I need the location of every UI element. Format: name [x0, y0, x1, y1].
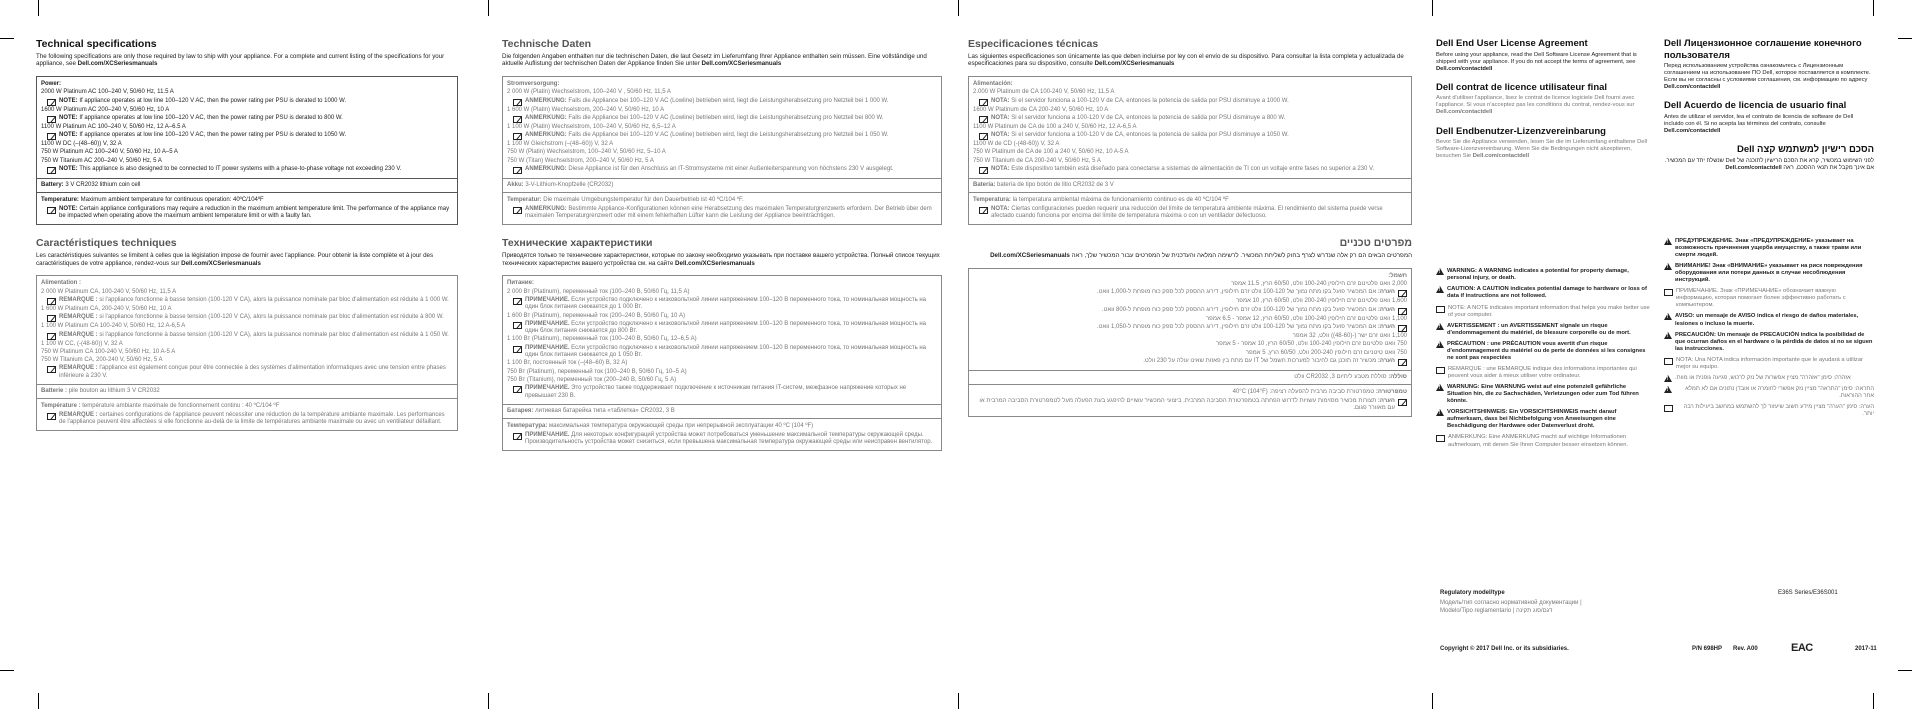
eula-body: Bevor Sie die Appliance verwenden, lesen Sie die im Lieferumfang enthaltene Dell Software-Lizenzvereinbarung. Wenn Sie die Bedingungen nicht akzeptieren, besuchen Sie Dell.com/contactdell [1436, 139, 1648, 160]
safety-notice: ПРИМЕЧАНИЕ. Знак «ПРИМЕЧАНИЕ» обозначает важную информацию, которая помогает более эффективно работать с компьютером. [1664, 288, 1874, 309]
power-label: Power: [41, 80, 62, 87]
eula-title: Dell Endbenutzer-Lizenzvereinbarung [1436, 125, 1606, 137]
power-spec-line: 2 000 Вт (Platinum), переменный ток (100–240 В, 50/60 Гц, 11,5 А) [507, 288, 690, 295]
caution-icon [1664, 386, 1672, 393]
caution-icon [1664, 332, 1672, 339]
power-spec-line: 1100 W Platinum AC 100–240 V, 50/60 Hz, 12 A–6.5 A [41, 123, 186, 130]
note-icon [1398, 359, 1407, 366]
power-spec-line: 750 W Platinum AC 100–240 V, 50/60 Hz, 10 A–5 A [41, 149, 178, 156]
power-note: NOTE: If appliance operates at low line 100–120 V AC, then the power rating per PSU is derated to 1000 W. [47, 98, 453, 106]
manuals-link[interactable]: Dell.com/XCSeriesmanuals [675, 259, 755, 267]
temperature-note: NOTA: Ciertas configuraciones pueden requerir una reducción del límite de temperatura ambiente máxima. El rendimiento del sistema puede verse afectado cuando funciona por encima del límite de temperatura máxima o con un ventilador defectuoso. [979, 206, 1407, 221]
battery-row: סוללה: סוללת מטבע ליתיום CR2032 ,3 וולט [969, 371, 1411, 385]
note-icon [513, 322, 522, 329]
contact-link[interactable]: Dell.com/contactdell [1664, 128, 1721, 135]
power-note: ANMERKUNG: Falls die Appliance bei 100–120 V AC (Lowline) betrieben wird, liegt die Leistungsherabsetzung pro Netzteil bei 1 050 W. [513, 132, 937, 140]
power-spec-line: 750 Вт (Titanium), переменный ток (200–240 В, 50/60 Гц, 5 А) [507, 377, 677, 384]
power-label: Stromversorgung: [507, 80, 560, 87]
crop-mark [488, 693, 489, 709]
battery-row: Akku: 3-V-Lithium-Knopfzelle (CR2032) [503, 179, 941, 193]
power-row [503, 276, 941, 405]
manuals-link[interactable]: Dell.com/XCSeriesmanuals [1094, 60, 1175, 68]
note-icon [513, 346, 522, 353]
crop-mark [1873, 0, 1874, 16]
power-spec-line: 750 W Platinum de CA de 100 a 240 V, 50/60 Hz, 10 A-5 A [973, 149, 1129, 156]
note-icon [47, 167, 56, 174]
note-icon [47, 413, 56, 420]
power-list [507, 89, 937, 174]
spec-table [36, 275, 458, 431]
manuals-link[interactable]: Dell.com/XCSeriesmanuals [77, 60, 158, 68]
power-note: REMARQUE : l'appliance est également conçue pour être connectée à des systèmes d'alimentation informatiques avec une tension entre phases inférieure à 230 V. [47, 365, 453, 380]
eula-body: Перед использованием устройства ознакомьтесь с Лицензионным соглашением на использование ПО Dell, которое поставляется в комплекте. Если вы не согласны с условиями соглашения, см. информацию по адресу Dell.com/contactdell [1664, 63, 1871, 91]
safety-notice: ! PRÉCAUTION : une PRÉCAUTION vous avertit d'un risque d'endommagement du matériel ou de perte de données si les consignes ne sont pas respectées [1436, 341, 1652, 362]
power-row [969, 77, 1411, 179]
temperature-note: הערה: תצורות מכשיר מסוימות עשויות לדרוש הפחתה בטמפרטורת הסביבה המרבית. ביצועי המכשיר עשויים להיפגע בעת הפעלה מעל לטמפרטורת הסביבה המרבית או עם מאוורר פגום. [979, 398, 1407, 413]
power-spec-line: 2000 W Platinum AC 100–240 V, 50/60 Hz, 11.5 A [41, 89, 174, 96]
column-en-fr [36, 38, 458, 443]
power-note: ANMERKUNG: Diese Appliance ist für den Anschluss an IT-Stromsysteme mit einer Außenleiterspannung von höchstens 230 V ausgelegt. [513, 166, 937, 174]
revision: Rev. A00 [1733, 646, 1758, 652]
power-spec-line: 750 W Platinum CA 100-240 V, 50/60 Hz, 10 A-5 A [41, 348, 176, 355]
power-spec-line: 1,100 וואט פלטינום זרם חילופין 100-240 וולט, 60/50 הרץ, 12 אמפר - 6.5 אמפר [1205, 315, 1407, 322]
power-spec-line: 750 Вт (Platinum), переменный ток (100–240 В, 50/60 Гц, 10–5 А) [507, 368, 687, 375]
crop-mark [1432, 693, 1433, 709]
warning-icon [1436, 384, 1444, 391]
power-row [37, 276, 457, 385]
warning-icon [1664, 238, 1672, 245]
caution-icon [1436, 286, 1444, 293]
power-list [41, 289, 453, 381]
crop-mark [958, 693, 959, 709]
power-spec-line: 1,100 וואט זרם ישר (-(48-60)) וולט, 32 אמפר [1292, 332, 1407, 339]
eula-body: לפני השימוש במכשיר, קרא את הסכם הרישיון לתוכנה של Dell שנשלח יחד עם המכשיר. אם אינך מקבל את תנאי ההסכם, ראה Dell.com/contactdell [1664, 157, 1874, 171]
eula-body: Avant d'utiliser l'appliance, lisez le contrat de licence logiciele Dell fourni avec l'appliance. Si vous n'acceptez pas les conditions du contrat, rendez-vous sur Dell.com/contactdell [1436, 95, 1635, 116]
eula-title: Dell Acuerdo de licencia de usuario final [1664, 100, 1847, 112]
note-icon [1436, 306, 1445, 313]
power-list [973, 89, 1407, 174]
column-es-he [968, 38, 1412, 429]
spec-section-he [968, 237, 1412, 417]
note-icon [1398, 308, 1407, 315]
note-icon [47, 333, 56, 340]
eula-body: Before using your appliance, read the Dell Software License Agreement that is shipped with your appliance. If you do not accept the terms of agreement, see Dell.com/contactdell [1436, 51, 1637, 72]
spec-section-fr [36, 237, 458, 431]
regulatory-block [1440, 590, 1870, 615]
caution-icon [1664, 263, 1672, 270]
power-spec-line: 2,000 וואט פלטינום זרם חילופין 100-240 וולט, 60/50 הרץ, 11.5 אמפר [1231, 281, 1407, 288]
warning-icon [1436, 268, 1444, 275]
crop-mark [1898, 38, 1912, 39]
section-intro: The following specifications are only those required by law to ship with your appliance. For a complete and current listing of the specifications for your appliance, see Dell.com/XCSeriesmanuals [36, 52, 445, 68]
manuals-link[interactable]: Dell.com/XCSeriesmanuals [990, 252, 1070, 260]
eula-block [1436, 82, 1652, 117]
caution-icon [1436, 341, 1444, 348]
power-note: NOTA: Este dispositivo también está diseñado para conectarse a sistemas de alimentación de TI con un voltaje entre fases no superior a 230 V. [979, 166, 1407, 174]
power-note: NOTE: If appliance operates at low line 100–120 V AC, then the power rating per PSU is derated to 800 W. [47, 115, 453, 123]
section-title: Technical specifications [36, 38, 157, 50]
safety-notice: NOTE: A NOTE indicates important information that helps you make better use of your computer. [1436, 305, 1652, 319]
power-spec-line: 1 100 Вт (Platinum), переменный ток (100–240 В, 50/60 Гц, 12–6,5 А) [507, 336, 697, 343]
note-icon [513, 207, 522, 214]
warning-icon [1664, 313, 1672, 320]
power-spec-line: 1100 W DC (–(48–60)) V, 32 A [41, 141, 122, 148]
warning-icon [1436, 323, 1444, 330]
safety-notice: ! CAUTION: A CAUTION indicates potential damage to hardware or loss of data if instructions are not followed. [1436, 286, 1652, 300]
safety-notice: ! WARNING: A WARNING indicates a potential for property damage, personal injury, or death. [1436, 268, 1652, 282]
section-intro: Las siguientes especificaciones son únicamente las que deben incluirse por ley con el envío de su dispositivo. Para consultar la lista completa y actualizada de especificaciones para su dispositivo, consulte Dell.com/XCSeriesmanuals [968, 52, 1404, 68]
contact-link[interactable]: Dell.com/contactdell [1436, 109, 1493, 116]
eula-title: Dell Лицензионное соглашение конечного пользователя [1664, 38, 1862, 61]
note-icon [979, 116, 988, 123]
power-spec-line: 750 וואט פלטינום זרם חילופין 100-240 וולט, 60/50 הרץ, 10 אמפר - 5 אמפר [1215, 341, 1407, 348]
note-icon [513, 386, 522, 393]
spec-section-en [36, 38, 458, 225]
safety-notice: ! ВНИМАНИЕ! Знак «ВНИМАНИЕ» указывает на риск повреждения оборудования или потери данных в случае несоблюдения инструкций. [1664, 263, 1874, 284]
note-icon [979, 99, 988, 106]
temperature-row: טמפרטורה: טמפרטורת סביבה מרבית להפעלה רציפה: 40°C (104°F) הערה: תצורות מכשיר מסוימות עשויות לדרוש הפחתה בטמפרטורת הסביבה המרבית. ביצועי המכשיר עשויים להיפגע בעת הפעלה מעל לטמפרטורת הסביבה המרבית או עם מאוורר פגום. [979, 389, 1407, 411]
eula-title: Dell contrat de licence utilisateur final [1436, 81, 1608, 93]
spec-table [968, 76, 1412, 225]
safety-notice: ! AVERTISSEMENT : un AVERTISSEMENT signale un risque d'endommagement du matériel, de blessure corporelle ou de mort. [1436, 323, 1652, 337]
note-icon [47, 366, 56, 373]
power-note: NOTE: If appliance operates at low line 100–120 V AC, then the power rating per PSU is derated to 1050 W. [47, 132, 453, 140]
note-icon [47, 116, 56, 123]
note-icon [1664, 358, 1673, 365]
section-title: Технические характеристики [502, 237, 653, 250]
safety-notice: ! AVISO: un mensaje de AVISO indica el riesgo de daños materiales, lesiones o incluso la muerte. [1664, 313, 1874, 327]
power-note: הערה: מכשיר זה תוכנן גם לחיבור למערכות חשמל של IT עם מתח בין פאזות שאינו עולה על 230 וולט. [979, 358, 1407, 366]
warning-list [1664, 238, 1874, 418]
note-icon [979, 207, 988, 214]
power-label: Alimentación: [973, 80, 1013, 87]
power-spec-line: 1100 W Platinum de CA de 100 a 240 V, 50/60 Hz, 12 A-6,5 A [973, 123, 1137, 130]
copyright: Copyright © 2017 Dell Inc. or its subsidiaries. [1440, 646, 1569, 652]
power-note: NOTA: Si el servidor funciona a 100-120 V de CA, entonces la potencia de salida por PSU disminuye a 800 W. [979, 115, 1407, 123]
crop-mark [0, 670, 14, 671]
contact-link[interactable]: Dell.com/contactdell [1664, 84, 1721, 91]
power-note: REMARQUE : si l'appliance fonctionne à basse tension (100-120 V CA), alors la puissance nominale par bloc d'alimentation est réduite à 1 000 W. [47, 297, 453, 305]
safety-notice: ! WARNUNG: Eine WARNUNG weist auf eine potenziell gefährliche Situation hin, die zu Sachschäden, Verletzungen oder zum Tod führen könnte. [1436, 384, 1652, 405]
note-icon [513, 167, 522, 174]
note-icon [1398, 325, 1407, 332]
power-note: REMARQUE : si l'appliance fonctionne à basse tension (100-120 V CA), alors la puissance nominale par bloc d'alimentation est réduite à 800 W. [47, 314, 453, 322]
contact-link[interactable]: Dell.com/contactdell [1472, 153, 1530, 160]
contact-link[interactable]: Dell.com/contactdell [1436, 65, 1493, 72]
note-icon [979, 167, 988, 174]
power-note: NOTE: This appliance is also designed to be connected to IT power systems with a phase-to-phase voltage not exceeding 230 V. [47, 166, 453, 174]
power-note: REMARQUE : si l'appliance fonctionne à basse tension (100-120 V CA), alors la puissance nominale par bloc d'alimentation est réduite à 1 050 W. [47, 332, 453, 340]
regulatory-value: E36S Series/E36S001 [1778, 590, 1838, 596]
regulatory-label: Regulatory model/type [1440, 590, 1505, 596]
part-number: P/N 698HP [1692, 646, 1723, 652]
power-note: ПРИМЕЧАНИЕ. Это устройство также поддерживает подключение к источникам питания IT-систем, межфазное напряжение которых не превышает 230 В. [513, 385, 937, 400]
power-spec-line: 1100 W de CD (-(48-60)) V, 32 A [973, 141, 1060, 148]
power-note: ПРИМЕЧАНИЕ. Если устройство подключено к низковольтной линии напряжением 100–120 В переменного тока, то номинальная мощность на один блок питания снижается до 1 050 Вт. [513, 345, 937, 360]
eula-column-right [1664, 38, 1874, 422]
power-spec-line: 1 600 W Platinum CA, 200-240 V, 50/60 Hz, 10 A [41, 305, 172, 312]
power-spec-line: 750 W (Titan) Wechselstrom, 200–240 V, 50/60 Hz, 5 A [507, 157, 654, 164]
note-icon [47, 133, 56, 140]
eula-body: Antes de utilizar el servidor, lea el contrato de licencia de software de Dell incluido con él. Si no acepta las términos del contrato, consulte Dell.com/contactdell [1664, 113, 1854, 135]
power-list [507, 289, 937, 400]
note-icon [513, 133, 522, 140]
battery-row: Batería: batería de tipo botón de litio CR2032 de 3 V [969, 179, 1411, 193]
battery-row: Батарея: литиевая батарейка типа «таблетка» CR2032, 3 В [503, 405, 941, 419]
temperature-row: Temperatur: Die maximale Umgebungstemperatur für den Dauerbetrieb ist 40 ºC/104 ºF. ANMERKUNG: Bestimmte Appliance-Konfigurationen können eine Herabsetzung des maximalen Temperaturgrenzwerts erfordern. Der Betrieb über dem maximalen Temperaturgrenzwert oder mit einem fehlerhaften Lüfter kann die Leistung der Appliance beeinträchtigen. [503, 193, 941, 224]
note-icon [513, 99, 522, 106]
column-de-ru [502, 38, 942, 463]
temperature-row: Температура: максимальная температура окружающей среды при непрерывной эксплуатации 40 ºC (104 ºF) ПРИМЕЧАНИЕ. Для некоторых конфигураций устройства может потребоваться уменьшение максимальной температуры окружающей среды. Производительность устройства может снизиться, если превышена максимальная температура окружающей среды или неисправен вентилятор. [503, 419, 941, 450]
manuals-link[interactable]: Dell.com/XCSeriesmanuals [181, 259, 261, 267]
note-icon [1664, 289, 1673, 296]
temperature-note: REMARQUE : certaines configurations de l'appliance peuvent nécessiter une réduction de la température ambiante maximale. Les performances de l'appliance peuvent être affectées si elle fonctionne au-delà de la limite de températures ambiante maximale ou avec un ventilateur défaillant. [47, 412, 453, 427]
power-note: ANMERKUNG: Falls die Appliance bei 100–120 V AC (Lowline) betrieben wird, liegt die Leistungsherabsetzung pro Netzteil bei 800 W. [513, 115, 937, 123]
note-icon [1398, 399, 1407, 406]
section-intro: Die folgenden Angaben enthalten nur die technischen Daten, die laut Gesetz im Lieferumfang Ihrer Appliance enthalten sein müssen. Eine vollständige und aktuelle Auflistung der technischen Daten der Appliance finden Sie unter Dell.com/XCSeriesmanuals [502, 52, 927, 68]
power-row [969, 269, 1411, 371]
power-list [41, 89, 453, 174]
eula-title: הסכם רישיון למשתמש קצה Dell [1736, 144, 1874, 156]
crop-mark [1873, 693, 1874, 709]
power-spec-line: 1 600 W (Platin) Wechselstrom, 200–240 V, 50/60 Hz, 10 A [507, 106, 665, 113]
power-list [973, 281, 1407, 366]
eula-block [1664, 100, 1874, 135]
section-title: Especificaciones técnicas [968, 38, 1099, 50]
eula-column-left [1436, 38, 1652, 453]
spec-section-ru [502, 237, 942, 451]
power-label: Alimentation : [41, 280, 81, 287]
safety-notice: ! ПРЕДУПРЕЖДЕНИЕ. Знак «ПРЕДУПРЕЖДЕНИЕ» указывает на возможность причинения ущерба имуществу, а также травм или смерти людей. [1664, 238, 1874, 259]
section-title: מפרטים טכניים [1339, 237, 1412, 250]
spec-table [968, 268, 1412, 417]
safety-notice: NOTA: Una NOTA indica información importante que le ayudará a utilizar mejor su equipo. [1664, 357, 1874, 371]
note-icon [513, 433, 522, 440]
crop-mark [1898, 670, 1912, 671]
contact-link[interactable]: Dell.com/contactdell [1725, 164, 1782, 171]
power-spec-line: 2 000 W (Platin) Wechselstrom, 100–240 V , 50/60 Hz, 11,5 A [507, 89, 671, 96]
regulatory-sub: Модель/тип согласно нормативной документации | Modelo/Tipo reglamentario | דגם/סוג תקינה [1440, 600, 1582, 614]
power-spec-line: 1600 W Platinum de CA 200-240 V, 50/60 Hz, 10 A [973, 106, 1109, 113]
power-spec-line: 1 100 W (Platin) Wechselstrom, 100–240 V, 50/60 Hz, 6,5–12 A [507, 123, 676, 130]
eula-block [1436, 38, 1652, 73]
section-intro: Приводятся только те технические характеристики, которые по закону необходимо указывать при поставке вашего устройства. Полный список текущих технических характеристик вашего устройства см. на сайте Dell.com/XCSeriesmanuals [502, 252, 940, 267]
battery-row: Battery: 3 V CR2032 lithium coin cell [37, 179, 457, 193]
note-icon [47, 298, 56, 305]
temperature-row: Température : température ambiante maximale de fonctionnement continu : 40 ºC/104 ºF REMARQUE : certaines configurations de l'appliance peuvent nécessiter une réduction de la température ambiante maximale. Les performances de l'appliance peuvent être affectées si elle fonctionne au-delà de la limite de températures ambiante maximale ou avec un ventilateur défaillant. [37, 399, 457, 430]
note-icon [47, 207, 56, 214]
print-date: 2017-11 [1855, 646, 1877, 652]
note-icon [513, 298, 522, 305]
power-spec-line: 1 100 Вт, постоянный ток (–(48–60) В, 32 А) [507, 360, 628, 367]
eula-block [1664, 144, 1874, 172]
caution-icon [1436, 409, 1444, 416]
crop-mark [488, 0, 489, 16]
safety-notice: הערה: סימן "הערה" מציין מידע חשוב שיעזור לך להשתמש במחשב ביעילות רבה יותר. [1664, 404, 1874, 418]
power-spec-line: 750 וואט טיטניום זרם חילופין 200-240 וולט, 60/50 הרץ, 5 אמפר [1245, 349, 1407, 356]
eula-block [1664, 38, 1874, 91]
warning-list [1436, 268, 1652, 448]
power-spec-line: 1 100 W Platinum CA 100-240 V, 50/60 Hz, 12 A-6,5 A [41, 323, 186, 330]
section-title: Technische Daten [502, 38, 592, 50]
note-icon [1398, 290, 1407, 297]
safety-notice: ! VORSICHTSHINWEIS: Ein VORSICHTSHINWEIS macht darauf aufmerksam, dass bei Nichtbefolgung von Anweisungen eine Beschädigung der Hardware oder Datenverlust droht. [1436, 409, 1652, 430]
note-icon [1436, 367, 1445, 374]
section-intro: המפרטים הבאים הם רק אלה שנדרש לצרף בחוק לשליחת המכשיר. לרשימה המלאה והעדכנית של המפרטים עבור המכשיר שלך, ראה Dell.com/XCSeriesmanuals [990, 252, 1412, 260]
temperature-note: ANMERKUNG: Bestimmte Appliance-Konfigurationen können eine Herabsetzung des maximalen Temperaturgrenzwerts erfordern. Der Betrieb über dem maximalen Temperaturgrenzwert oder mit einem fehlerhaften Lüfter kann die Leistung der Appliance beeinträchtigen. [513, 206, 937, 221]
eula-list [1436, 38, 1652, 160]
spec-table [36, 76, 458, 225]
power-spec-line: 2 000 W Platinum CA, 100-240 V, 50/60 Hz, 11,5 A [41, 288, 177, 295]
spec-section-de [502, 38, 942, 225]
power-spec-line: 750 W Titanium CA, 200-240 V, 50/60 Hz, 5 A [41, 357, 163, 364]
spec-section-es [968, 38, 1412, 225]
power-spec-line: 1 100 W CC, (-(48-60)) V, 32 A [41, 340, 123, 347]
safety-notice: REMARQUE : une REMARQUE indique des informations importantes qui peuvent vous aider à mieux utiliser votre ordinateur. [1436, 366, 1652, 380]
eula-title: Dell End User License Agreement [1436, 38, 1588, 49]
power-note: ANMERKUNG: Falls die Appliance bei 100–120 V AC (Lowline) betrieben wird, liegt die Leistungsherabsetzung pro Netzteil bei 1 000 W. [513, 98, 937, 106]
power-note: ПРИМЕЧАНИЕ. Если устройство подключено к низковольтной линии напряжением 100–120 В переменного тока, то номинальная мощность на один блок питания снижается до 1 000 Вт. [513, 297, 937, 312]
power-spec-line: 1 100 W Gleichstrom (–(48–60)) V, 32 A [507, 141, 614, 148]
power-row [37, 77, 457, 179]
power-note: ПРИМЕЧАНИЕ. Если устройство подключено к низковольтной линии напряжением 100–120 В переменного тока, то номинальная мощность на один блок питания снижается до 800 Вт. [513, 321, 937, 336]
eula-list [1664, 38, 1874, 172]
safety-notice: ! התראה: סימן "התראה" מציין נזק אפשרי לחומרה או אובדן נתונים אם לא תמלא אחר ההוראות. [1664, 386, 1874, 400]
note-icon [1664, 405, 1673, 412]
safety-notice: ! PRECAUCIÓN: Un mensaje de PRECAUCIÓN indica la posibilidad de que ocurran daños en el hardware o la pérdida de datos si no se siguen las instrucciones. [1664, 332, 1874, 353]
crop-mark [958, 0, 959, 16]
battery-row: Batterie : pile bouton au lithium 3 V CR2032 [37, 385, 457, 399]
temperature-note: ПРИМЕЧАНИЕ. Для некоторых конфигураций устройства может потребоваться уменьшение максимальной температуры окружающей среды. Производительность устройства может снизиться, если превышена максимальная температура окружающей среды или неисправен вентилятор. [513, 432, 937, 447]
power-note: NOTA: Si el servidor funciona a 100-120 V de CA, entonces la potencia de salida por PSU disminuye a 1050 W. [979, 132, 1407, 140]
power-spec-line: 1 600 Вт (Platinum), переменный ток (200–240 В, 50/60 Гц, 10 А) [507, 312, 685, 319]
section-intro: Les caractéristiques suivantes se limitent à celles que la législation impose de fournir avec l'appliance. Pour obtenir la liste complète et à jour des caractéristiques de votre appliance, rendez-vous sur Dell.com/XCSeriesmanuals [36, 252, 434, 267]
power-note: הערה: אם המכשיר פועל בקו מתח נמוך של 100-120 וולט זרם חילופין, דירוג ההספק לכל ספק כוח מופחת ל-1,000 וואט. [979, 289, 1407, 297]
spec-table [502, 275, 942, 451]
power-spec-line: 750 W Titanium AC 200–240 V, 50/60 Hz, 5 A [41, 157, 162, 164]
power-label: Питание: [507, 280, 534, 287]
power-spec-line: 1,600 וואט פלטינום זרם חילופין 200-240 וולט, 60/50 הרץ, 10 אמפר [1236, 298, 1407, 305]
power-note: הערה: אם המכשיר פועל בקו מתח נמוך של 100-120 וולט זרם חילופין, דירוג ההספק לכל ספק כוח מופחת ל-1,050 וואט. [979, 324, 1407, 332]
temperature-note: NOTE: Certain appliance configurations may require a reduction in the maximum ambient temperature limit. The performance of the appliance may be impacted when operating above the maximum ambient temperature limit or with a faulty fan. [47, 206, 453, 221]
spec-table [502, 76, 942, 225]
safety-notice: ANMERKUNG: Eine ANMERKUNG macht auf wichtige Informationen aufmerksam, mit denen Sie Ihren Computer besser einsetzen können. [1436, 434, 1652, 448]
power-note: הערה: אם המכשיר פועל בקו מתח נמוך של 100-120 וולט זרם חילופין, דירוג ההספק לכל ספק כוח מופחת ל-800 וואט. [979, 307, 1407, 315]
note-icon [1436, 435, 1445, 442]
power-label: חשמל: [1388, 272, 1407, 279]
crop-mark [1432, 0, 1433, 16]
power-note: NOTA: Si el servidor funciona a 100-120 V de CA, entonces la potencia de salida por PSU disminuye a 1000 W. [979, 98, 1407, 106]
note-icon [979, 133, 988, 140]
note-icon [47, 99, 56, 106]
power-row [503, 77, 941, 179]
note-icon [47, 315, 56, 322]
crop-mark [0, 38, 14, 39]
safety-notice: ! אזהרה: סימן "אזהרה" מציין אפשרות של נזק לרכוש, פגיעה גופנית או מוות. [1664, 375, 1874, 382]
eula-block [1436, 126, 1652, 161]
warning-icon [1664, 375, 1672, 382]
power-spec-line: 750 W Titanium de CA 200-240 V, 50/60 Hz, 5 A [973, 157, 1101, 164]
power-spec-line: 2.000 W Platinum de CA 100-240 V, 50/60 Hz, 11,5 A [973, 89, 1115, 96]
power-spec-line: 1600 W Platinum AC 200–240 V, 50/60 Hz, 10 A [41, 106, 170, 113]
manuals-link[interactable]: Dell.com/XCSeriesmanuals [701, 60, 782, 68]
crop-mark [38, 693, 39, 709]
temperature-row: Temperatura: la temperatura ambiental máxima de funcionamiento continuo es de 40 ºC/104 ºF NOTA: Ciertas configuraciones pueden requerir una reducción del límite de temperatura ambiente máxima. El rendimiento del sistema puede verse afectado cuando funciona por encima del límite de temperatura máxima o con un ventilador defectuoso. [969, 193, 1411, 224]
temperature-row: Temperature: Maximum ambient temperature for continuous operation: 40ºC/104ºF NOTE: Certain appliance configurations may require a reduction in the maximum ambient temperature limit. The performance of the appliance may be impacted when operating above the maximum ambient temperature limit or with a faulty fan. [37, 193, 457, 224]
note-icon [513, 116, 522, 123]
crop-mark [38, 0, 39, 16]
power-spec-line: 750 W (Platin) Wechselstrom, 100–240 V, 50/60 Hz, 5–10 A [507, 149, 666, 156]
section-title: Caractéristiques techniques [36, 237, 177, 250]
eac-mark: EAC [1791, 642, 1813, 654]
